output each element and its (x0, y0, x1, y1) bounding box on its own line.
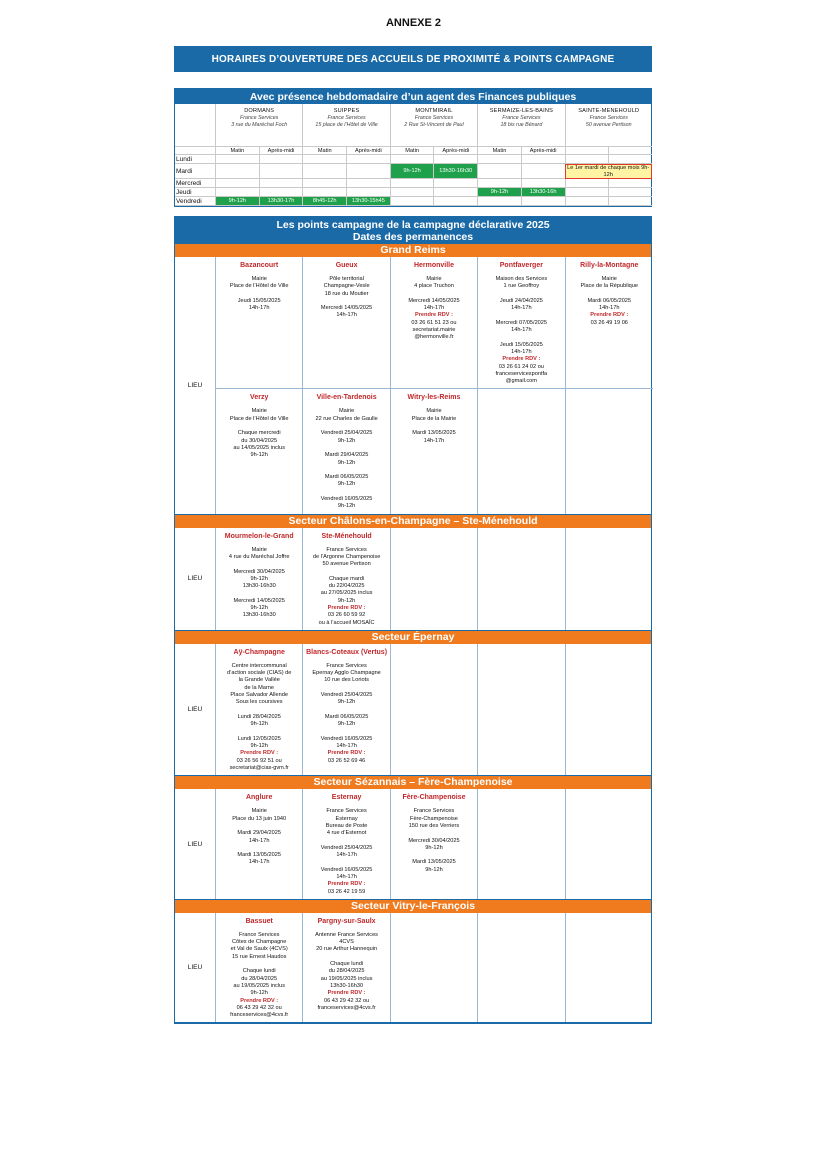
location-cell (566, 389, 653, 513)
rdv-contact: 03 26 61 51 23 ou secretariat.mairie @hermonville.fr (411, 319, 457, 341)
day-row-vendredi (175, 197, 651, 206)
slot-dormans-matin: 9h-12h (215, 197, 259, 206)
sector-header: Secteur Épernay (175, 631, 651, 644)
location-cell (303, 528, 390, 630)
location-details: Pôle territorial Champagne-Vesle 18 rue du Moutier Mercredi 14/05/2025 14h-17h (320, 276, 373, 319)
location-cell (303, 257, 390, 388)
location-cell (478, 257, 565, 388)
location-row (216, 644, 653, 775)
location-name: Anglure (245, 794, 273, 802)
rdv-label: Prendre RDV : (502, 356, 541, 363)
location-details: Centre intercommunal d’action sociale (CIAS) de la Grande Vallée de la Marne Place Salvador Allende Sous les coursives Lundi 28/04/2025 9h-12h Lundi 12/05/2025 9h-12h (227, 662, 292, 750)
location-name: Rilly-la-Montagne (580, 262, 639, 269)
location-details: Mairie Place de l’Hôtel de Ville Jeudi 15/05/2025 14h-17h (229, 276, 289, 312)
day-label: Mercredi (175, 179, 215, 188)
sector-block (175, 257, 651, 515)
campaign-title: Les points campagne de la campagne déclarative 2025 (276, 219, 550, 231)
office-montmirail: MONTMIRAIL France Services 2 Rue St-Vincent de Paul (390, 104, 477, 146)
day-row-jeudi (175, 188, 651, 197)
period-matin: Matin (302, 146, 346, 155)
day-label: Lundi (175, 155, 215, 164)
location-cell (391, 389, 478, 513)
location-cell (391, 644, 478, 775)
office-sermaize: SERMAIZE-LES-BAINS France Services 18 bis rue Bénard (477, 104, 564, 146)
location-details: Maison des Services 1 rue Geoffroy Jeudi 24/04/2025 14h-17h Mercredi 07/05/2025 14h-17h Jeudi 15/05/2025 14h-17h (495, 276, 548, 355)
location-details: Mairie Place de la Mairie Mardi 13/05/2025 14h-17h (411, 408, 457, 444)
location-details: Mairie Place de la République Mardi 06/05/2025 14h-17h (580, 276, 639, 312)
day-row-mardi (175, 164, 651, 179)
rdv-contact: 03 26 56 92 51 ou secretariat@cias-gvm.fr (229, 757, 289, 772)
location-cell (478, 789, 565, 899)
location-cell (391, 257, 478, 388)
sector-block (175, 913, 651, 1024)
day-row-mercredi (175, 179, 651, 188)
period-matin: Matin (215, 146, 259, 155)
lieu-label: LIEU (175, 789, 216, 899)
location-cell (216, 389, 303, 513)
sector-header: Grand Reims (175, 244, 651, 257)
rdv-label: Prendre RDV : (327, 990, 366, 997)
slot-sermaize-matin: 9h-12h (477, 188, 521, 197)
slot-suippes-apres: 13h30-15h45 (346, 197, 390, 206)
location-details: France Services de l’Argonne Champenoise 50 avenue Pertison Chaque mardi du 22/04/2025 au 27/05/2025 inclus 9h-12h (312, 546, 381, 604)
location-cell (478, 913, 565, 1023)
rdv-label: Prendre RDV : (327, 604, 366, 611)
location-details: Mairie Place de l’Hôtel de Ville Chaque mercredi du 30/04/2025 au 14/05/2025 inclus 9h-12h (229, 408, 289, 459)
sector-header: Secteur Vitry-le-François (175, 900, 651, 913)
period-apres: Après-midi (346, 146, 390, 155)
location-details: Mairie 22 rue Charles de Gaulle Vendredi 25/04/2025 9h-12h Mardi 29/04/2025 9h-12h Mardi 06/05/2025 9h-12h Vendredi 16/05/2025 9h-12h (315, 408, 378, 510)
location-name: Ste-Ménehould (321, 532, 372, 540)
rdv-contact: 03 26 42 19 59 (327, 888, 366, 895)
campaign-subtitle: Dates des permanences (352, 231, 474, 243)
rdv-contact: 06 43 29 42 32 ou franceservices@4cvs.fr (230, 1004, 289, 1019)
lieu-label: LIEU (175, 528, 216, 630)
location-name: Mourmelon-le-Grand (224, 532, 294, 540)
page-banner: HORAIRES D’OUVERTURE DES ACCUEILS DE PROXIMITÉ & POINTS CAMPAGNE (174, 46, 652, 72)
day-row-lundi (175, 155, 651, 164)
sector-header: Secteur Châlons-en-Champagne – Ste-Ménehould (175, 515, 651, 528)
location-cell (391, 789, 478, 899)
location-cell (566, 789, 653, 899)
location-cell (391, 913, 478, 1023)
location-name: Bassuet (245, 917, 273, 925)
location-details: France Services Epernay Agglo Champagne 10 rue des Loriots Vendredi 25/04/2025 9h-12h Mardi 06/05/2025 9h-12h Vendredi 16/05/2025 14h-17h (312, 662, 381, 750)
rdv-label: Prendre RDV : (240, 997, 279, 1004)
location-name: Blancs-Coteaux (Vertus) (306, 648, 388, 656)
slot-sermaize-apres: 13h30-16h (521, 188, 565, 197)
sector-block (175, 644, 651, 776)
location-row (216, 528, 653, 630)
location-row (216, 913, 653, 1023)
period-apres: Après-midi (433, 146, 477, 155)
period-header-row (175, 146, 651, 155)
location-details: Mairie Place du 13 juin 1940 Mardi 29/04/2025 14h-17h Mardi 13/05/2025 14h-17h (232, 808, 287, 866)
location-cell (303, 913, 390, 1023)
location-name: Pargny-sur-Saulx (317, 917, 376, 925)
slot-dormans-apres: 13h30-17h (259, 197, 303, 206)
period-matin: Matin (390, 146, 434, 155)
location-cell (566, 257, 653, 388)
lieu-label: LIEU (175, 913, 216, 1023)
rdv-contact: 03 26 61 24 02 ou franceservicespontfa @gmail.com (495, 363, 548, 385)
location-name: Verzy (250, 394, 269, 402)
location-name: Esternay (331, 794, 362, 802)
rdv-label: Prendre RDV : (415, 312, 453, 319)
period-apres: Après-midi (521, 146, 565, 155)
slot-suippes-matin: 8h45-12h (302, 197, 346, 206)
location-name: Fère-Champenoise (402, 794, 466, 802)
location-row (216, 389, 653, 513)
office-dormans: DORMANS France Services 3 rue du Maréchal Foch (215, 104, 302, 146)
location-name: Witry-les-Reims (407, 394, 461, 402)
offices-row (175, 104, 651, 146)
period-apres: Après-midi (259, 146, 303, 155)
schedule-title: Avec présence hebdomadaire d’un agent des Finances publiques (175, 89, 651, 104)
period-matin: Matin (477, 146, 521, 155)
location-cell (216, 789, 303, 899)
location-details: France Services Côtes de Champagne et Val de Saulx (4CVS) 15 rue Ernest Haudos Chaque lundi du 28/04/2025 au 19/05/2025 inclus 9h-12h (230, 931, 288, 997)
location-cell (478, 528, 565, 630)
location-cell (303, 389, 390, 513)
rdv-label: Prendre RDV : (590, 312, 629, 319)
slot-montmirail-apres: 13h30-16h30 (433, 164, 477, 179)
location-cell (566, 913, 653, 1023)
rdv-contact: 06 43 29 42 32 ou franceservices@4cvs.fr (317, 997, 376, 1011)
campaign-table (174, 216, 652, 1024)
rdv-contact: 03 26 60 59 92 ou à l’accueil MOSAÏC (318, 612, 375, 626)
location-cell (303, 789, 390, 899)
location-details: France Services Fère-Champenoise 150 rue des Verriers Mercredi 30/04/2025 9h-12h Mardi 13/05/2025 9h-12h (408, 808, 460, 873)
office-stemenehould: SAINTE-MENEHOULD France Services 50 avenue Pertison (565, 104, 652, 146)
location-cell (478, 644, 565, 775)
annexe-title: ANNEXE 2 (385, 17, 442, 29)
location-cell (216, 257, 303, 388)
location-cell (216, 528, 303, 630)
location-cell (391, 528, 478, 630)
location-cell (303, 644, 390, 775)
day-label: Jeudi (175, 188, 215, 197)
location-name: Aÿ-Champagne (233, 648, 285, 656)
lieu-label: LIEU (175, 257, 216, 514)
location-details: Mairie 4 place Truchon Mercredi 14/05/2025 14h-17h (408, 276, 460, 312)
location-cell (478, 389, 565, 513)
rdv-contact: 03 26 52 69 46 (327, 757, 366, 764)
location-name: Gueux (335, 262, 358, 269)
location-name: Pontfaverger (499, 262, 543, 269)
location-details: Antenne France Services 4CVS 20 rue Arthur Hannequin Chaque lundi du 28/04/2025 au 19/05/2025 inclus 13h30-16h30 (315, 931, 378, 989)
location-name: Bazancourt (240, 262, 279, 269)
rdv-label: Prendre RDV : (240, 750, 279, 757)
location-cell (566, 528, 653, 630)
location-cell (216, 644, 303, 775)
location-details: France Services Esternay Bureau de Poste 4 rue d’Esternot Vendredi 25/04/2025 14h-17h Vendredi 16/05/2025 14h-17h (320, 808, 373, 880)
day-label: Vendredi (175, 197, 215, 206)
schedule-table (174, 88, 652, 207)
office-suippes: SUIPPES France Services 15 place de l’Hôtel de Ville (302, 104, 389, 146)
location-cell (216, 913, 303, 1023)
sector-block (175, 789, 651, 900)
location-row (216, 789, 653, 899)
location-name: Hermonville (413, 262, 455, 269)
rdv-label: Prendre RDV : (327, 881, 366, 888)
rdv-label: Prendre RDV : (327, 750, 366, 757)
location-row (216, 257, 653, 389)
location-name: Ville-en-Tardenois (316, 394, 377, 402)
rdv-contact: 03 26 49 19 06 (590, 319, 628, 326)
lieu-label: LIEU (175, 644, 216, 775)
sector-block (175, 528, 651, 631)
location-cell (566, 644, 653, 775)
campaign-header (175, 217, 651, 244)
sector-header: Secteur Sézannais – Fère-Champenoise (175, 776, 651, 789)
location-details: Mairie 4 rue du Maréchal Joffre Mercredi 30/04/2025 9h-12h 13h30-16h30 Mercredi 14/05/2025 9h-12h 13h30-16h30 (228, 546, 290, 619)
day-label: Mardi (175, 164, 215, 179)
slot-stemenehould: Le 1er mardi de chaque mois 9h-12h (565, 164, 652, 179)
slot-montmirail-matin: 9h-12h (390, 164, 434, 179)
